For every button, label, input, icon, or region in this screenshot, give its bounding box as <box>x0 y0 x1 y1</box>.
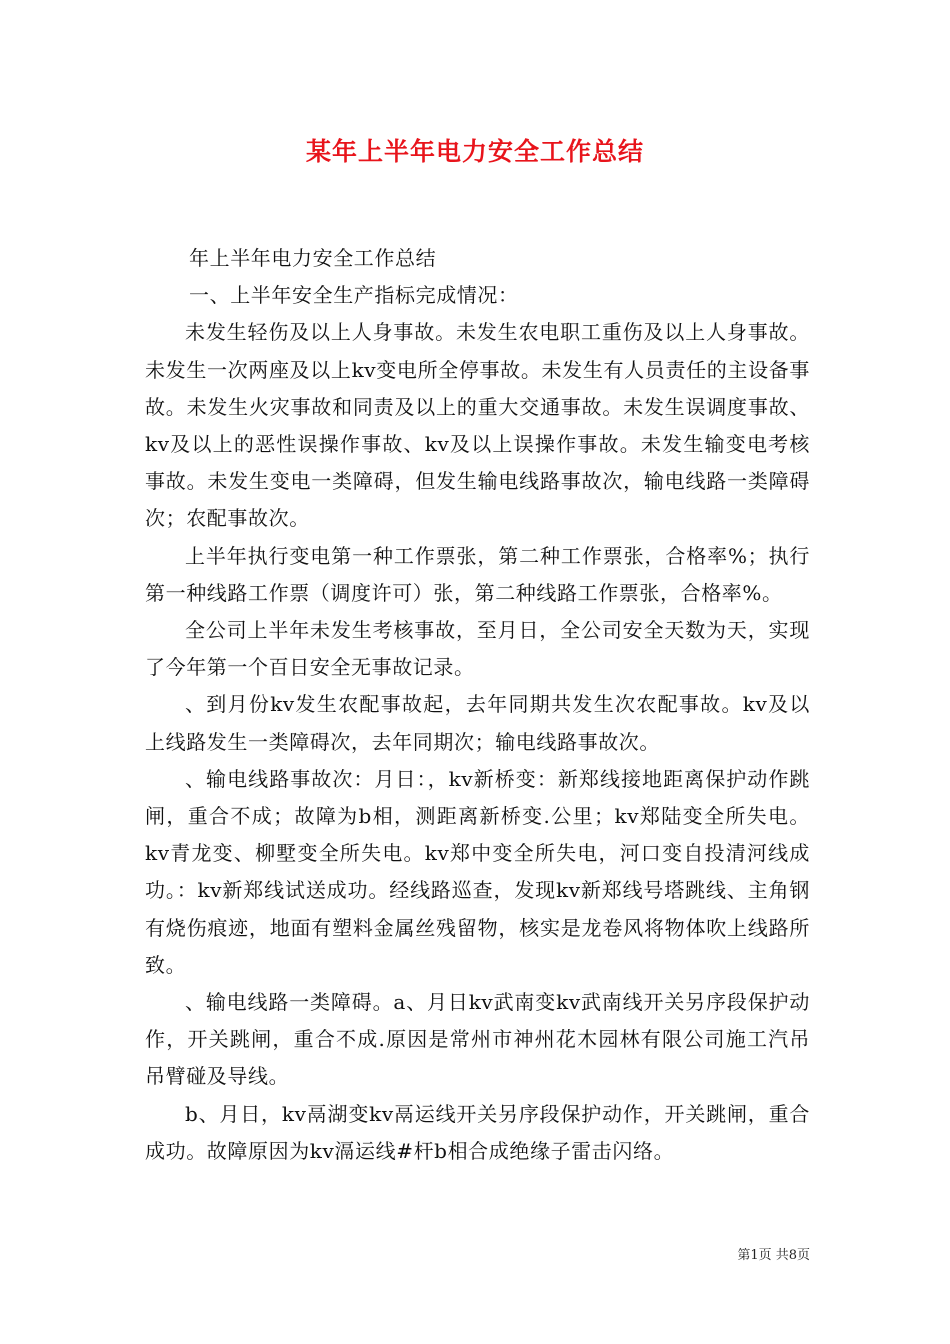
paragraph-line-obstacle-b: b、月日，kv鬲湖变kv鬲运线开关另序段保护动作，开关跳闸，重合成功。故障原因为kv滆运线#杆b相合成绝缘子雷击闪络。 <box>145 1101 810 1163</box>
paragraph-accident-summary: 未发生轻伤及以上人身事故。未发生农电职工重伤及以上人身事故。未发生一次两座及以上kv变电所全停事故。未发生有人员责任的主设备事故。未发生火灾事故和同责及以上的重大交通事故。未发生误调度事故、kv及以上的恶性误操作事故、kv及以上误操作事故。未发生输变电考核事故。未发生变电一类障碍，但发生输电线路事故次，输电线路一类障碍次；农配事故次。 <box>145 320 810 531</box>
paragraph-subtitle: 年上半年电力安全工作总结 <box>189 246 437 270</box>
paragraph-distribution-accidents: 、到月份kv发生农配事故起，去年同期共发生次农配事故。kv及以上线路发生一类障碍次，去年同期次；输电线路事故次。 <box>145 692 810 754</box>
paragraph-line-obstacle-a: 、输电线路一类障碍。a、月日kv武南变kv武南线开关另序段保护动作，开关跳闸，重合不成.原因是常州市神州花木园林有限公司施工汽吊吊臂碰及导线。 <box>145 990 810 1089</box>
paragraph-work-tickets: 上半年执行变电第一种工作票张，第二种工作票张，合格率%；执行第一种线路工作票（调度许可）张，第二种线路工作票张，合格率%。 <box>145 543 810 605</box>
paragraph-safety-days: 全公司上半年未发生考核事故，至月日，全公司安全天数为天，实现了今年第一个百日安全无事故记录。 <box>145 618 810 680</box>
page-number: 第1页 共8页 <box>737 1248 810 1263</box>
document-title: 某年上半年电力安全工作总结 <box>305 137 644 166</box>
paragraph-line-accidents: 、输电线路事故次：月日：，kv新桥变：新郑线接地距离保护动作跳闸，重合不成；故障为b相，测距离新桥变.公里；kv郑陆变全所失电。kv青龙变、柳墅变全所失电。kv郑中变全所失电，河口变自投清河线成功。：kv新郑线试送成功。经线路巡查，发现kv新郑线号塔跳线、主角钢有烧伤痕迹，地面有塑料金属丝残留物，核实是龙卷风将物体吹上线路所致。 <box>145 766 810 977</box>
document-body <box>145 240 810 1170</box>
paragraph-section-heading: 一、上半年安全生产指标完成情况： <box>189 283 519 308</box>
